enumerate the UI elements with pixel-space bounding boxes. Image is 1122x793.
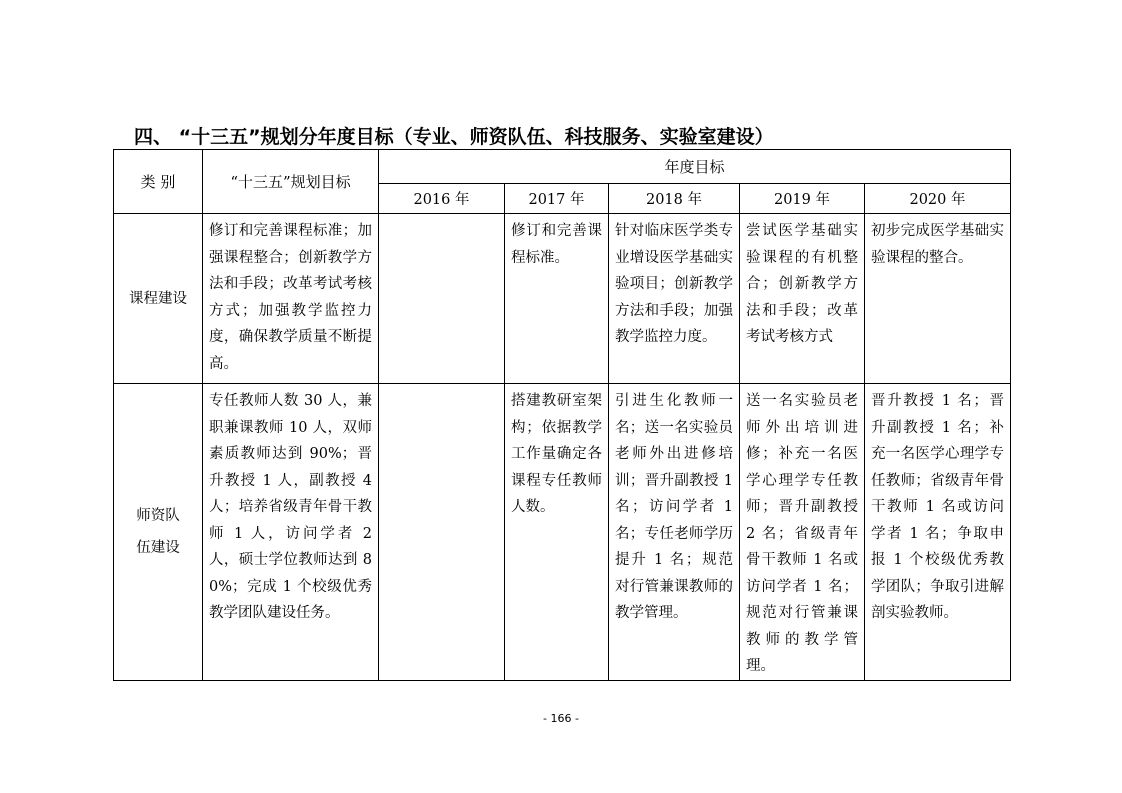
year-2016-header: 2016 年 [379, 184, 505, 214]
goal-2020-cell: 初步完成医学基础实验课程的整合。 [865, 214, 1011, 384]
category-cell: 课程建设 [114, 214, 203, 384]
goal-2018-cell: 针对临床医学类专业增设医学基础实验项目；创新教学方法和手段；加强教学监控力度。 [609, 214, 740, 384]
category-text: 师资队伍建设 [136, 507, 180, 556]
year-2020-header: 2020 年 [865, 184, 1011, 214]
goal-2019-cell: 尝试医学基础实验课程的有机整合；创新教学方法和手段；改革考试考核方式 [740, 214, 865, 384]
year-2017-header: 2017 年 [505, 184, 609, 214]
goal-2017-cell: 修订和完善课程标准。 [505, 214, 609, 384]
goal-2016-cell [379, 384, 505, 681]
header-category: 类 别 [114, 150, 203, 214]
year-2018-header: 2018 年 [609, 184, 740, 214]
year-2019-header: 2019 年 [740, 184, 865, 214]
header-plan: “十三五”规划目标 [203, 150, 379, 214]
goal-2016-cell [379, 214, 505, 384]
goal-2019-cell: 送一名实验员老师外出培训进修；补充一名医学心理学专任教师；晋升副教授 2 名；省级青年骨干教师 1 名或访问学者 1 名；规范对行管兼课教师的教学管理。 [740, 384, 865, 681]
goal-2020-cell: 晋升教授 1 名；晋升副教授 1 名；补充一名医学心理学专任教师；省级青年骨干教师 1 名或访问学者 1 名；争取申报 1 个校级优秀教学团队；争取引进解剖实验教师。 [865, 384, 1011, 681]
table-row [114, 384, 1011, 681]
section-title: 四、 “十三五”规划分年度目标（专业、师资队伍、科技服务、实验室建设） [134, 126, 774, 148]
goal-2017-cell: 搭建教研室架构；依据教学工作量确定各课程专任教师人数。 [505, 384, 609, 681]
header-annual-goals: 年度目标 [379, 150, 1011, 184]
page-number: - 166 - [543, 712, 579, 725]
plan-cell: 修订和完善课程标准；加强课程整合；创新教学方法和手段；改革考试考核方式；加强教学监控力度，确保教学质量不断提高。 [203, 214, 379, 384]
plan-cell: 专任教师人数 30 人，兼职兼课教师 10 人，双师素质教师达到 90%；晋升教授 1 人，副教授 4 人；培养省级青年骨干教师 1 人，访问学者 2 人，硕士学位教师达到 80%；完成 1 个校级优秀教学团队建设任务。 [203, 384, 379, 681]
header-row [114, 150, 1011, 184]
category-cell [114, 384, 203, 681]
annual-goals-table [113, 149, 1011, 681]
table-row [114, 214, 1011, 384]
goal-2018-cell: 引进生化教师一名；送一名实验员老师外出进修培训；晋升副教授 1 名；访问学者 1 名；专任老师学历提升 1 名；规范对行管兼课教师的教学管理。 [609, 384, 740, 681]
